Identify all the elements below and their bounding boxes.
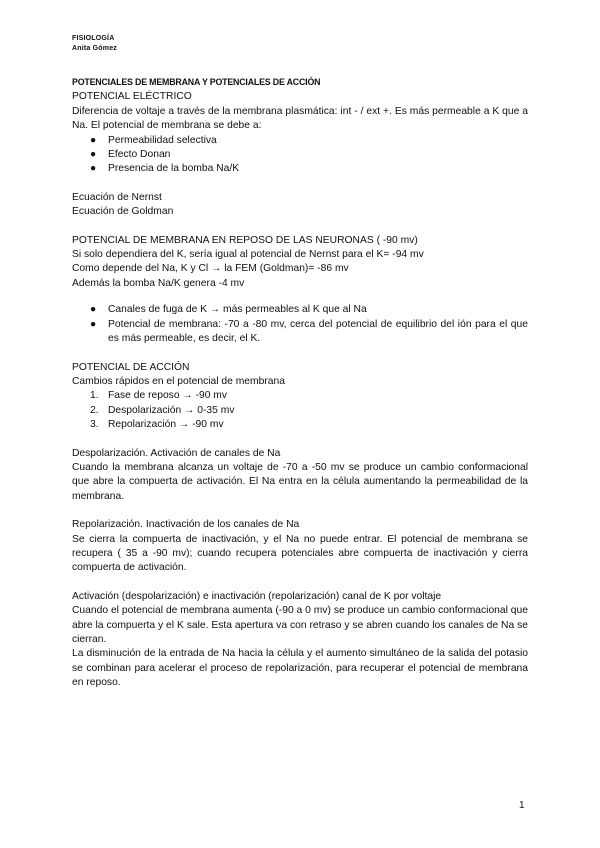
bullet-icon: ●	[90, 149, 97, 161]
section-heading-potencial-accion: POTENCIAL DE ACCIÓN	[72, 361, 190, 373]
line-bomba: Además la bomba Na/K genera -4 mv	[72, 277, 245, 289]
list-item: 1. Fase de reposo → -90 mv	[90, 390, 228, 402]
bullet-icon: ●	[90, 163, 97, 175]
section-heading-despolarizacion: Despolarización. Activación de canales de Na	[72, 447, 281, 459]
nernst-equation-label: Ecuación de Nernst	[72, 191, 162, 203]
bullet-list-reposo	[72, 303, 528, 346]
list-item: 3. Repolarización → -90 mv	[90, 419, 224, 431]
section-heading-canal-k: Activación (despolarización) e inactivación (repolarización) canal de K por voltaje	[72, 590, 442, 602]
paragraph-cambios: Cambios rápidos en el potencial de membrana	[72, 375, 285, 387]
list-item: ● Efecto Donan	[72, 148, 528, 162]
bullet-icon: ●	[90, 318, 97, 330]
list-item: ● Canales de fuga de K → más permeables al K que al Na	[72, 303, 528, 317]
list-item: 2. Despolarización → 0-35 mv	[90, 404, 235, 416]
subject-label: FISIOLOGÍA	[72, 35, 115, 42]
paragraph-repolarizacion-sum: La disminución de la entrada de Na hacia la célula y el aumento simultáneo de la salida del potasio se combinan para acelerar el proceso de repolarización, para recuperar el potencial de membrana en reposo.	[72, 648, 528, 689]
numbered-list-phases	[72, 389, 528, 432]
paragraph-repolarizacion: Se cierra la compuerta de inactivación, y el Na no puede entrar. El potencial de membrana se recupera ( 35 a -90 mv); cuando recupera potenciales abre compuerta de inactivación y cierra compuerta de activación.	[72, 533, 528, 574]
document-body	[72, 76, 528, 691]
line-goldman: Como depende del Na, K y Cl → la FEM (Goldman)= -86 mv	[72, 263, 349, 275]
paragraph-canal-k: Cuando el potencial de membrana aumenta (-90 a 0 mv) se produce un cambio conformacional que abre la compuerta y el K sale. Esta apertura va con retraso y se abren cuando los canales de Na se cierran.	[72, 605, 528, 645]
goldman-equation-label: Ecuación de Goldman	[72, 206, 174, 218]
bullet-icon: ●	[90, 304, 97, 316]
section-heading-potencial-electrico: POTENCIAL ELÉCTRICO	[72, 91, 192, 103]
list-item: ● Permeabilidad selectiva	[72, 134, 528, 148]
page-header	[72, 34, 117, 54]
line-nernst-k: Si solo dependiera del K, sería igual al potencial de Nernst para el K= -94 mv	[72, 249, 424, 261]
bullet-list-causes	[72, 134, 528, 177]
page-number: 1	[519, 800, 525, 811]
list-item: ● Presencia de la bomba Na/K	[72, 162, 528, 176]
bullet-icon: ●	[90, 134, 97, 146]
document-title: POTENCIALES DE MEMBRANA Y POTENCIALES DE ACCIÓN	[72, 77, 321, 88]
section-heading-reposo: POTENCIAL DE MEMBRANA EN REPOSO DE LAS NEURONAS ( -90 mv)	[72, 234, 418, 246]
list-item: ● Potencial de membrana: -70 a -80 mv, cerca del potencial de equilibrio del ión para el que es más permeable, es decir, el K.	[90, 318, 528, 345]
author-label: Anita Gómez	[72, 45, 117, 52]
paragraph-potencial-electrico: Diferencia de voltaje a través de la membrana plasmática: int - / ext +. Es más permeable a K que a Na. El potencial de membrana se debe a:	[72, 105, 528, 132]
section-heading-repolarizacion: Repolarización. Inactivación de los canales de Na	[72, 519, 300, 531]
paragraph-despolarizacion: Cuando la membrana alcanza un voltaje de -70 a -50 mv se produce un cambio conformacional que abre la compuerta de activación. El Na entra en la célula aumentando la permeabilidad de la membrana.	[72, 461, 528, 502]
